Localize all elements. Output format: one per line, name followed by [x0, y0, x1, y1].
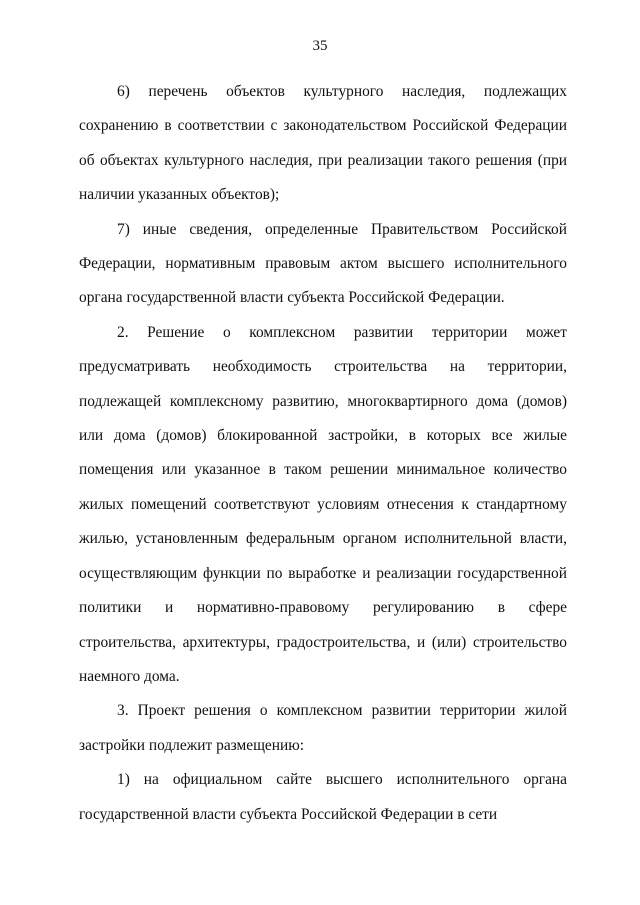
page-number: 35	[312, 38, 328, 54]
paragraph-section-3: 3. Проект решения о комплексном развитии территории жилой застройки подлежит размещению:	[79, 702, 567, 754]
paragraph-item-7: 7) иные сведения, определенные Правительством Российской Федерации, нормативным правовым актом высшего исполнительного органа государственной власти субъекта Российской Федерации.	[79, 220, 567, 307]
paragraph-item-1: 1) на официальном сайте высшего исполнительного органа государственной власти субъекта Российской Федерации в сети	[79, 771, 567, 823]
paragraph-section-2: 2. Решение о комплексном развитии территории может предусматривать необходимость строительства на территории, подлежащей комплексному развитию, многоквартирного дома (домов) или дома (домов) блокированной застройки, в которых все жилые помещения или указанное в таком решении минимальное количество жилых помещений соответствуют условиям отнесения к стандартному жилью, установленным федеральным органом исполнительной власти, осуществляющим функции по выработке и реализации государственной политики и нормативно-правовому регулированию в сфере строительства, архитектуры, градостроительства, и (или) строительство наемного дома.	[79, 323, 567, 685]
paragraph-item-6: 6) перечень объектов культурного наследия, подлежащих сохранению в соответствии с законодательством Российской Федерации об объектах культурного наследия, при реализации такого решения (при наличии указанных объектов);	[79, 83, 567, 204]
document-body	[79, 75, 567, 832]
